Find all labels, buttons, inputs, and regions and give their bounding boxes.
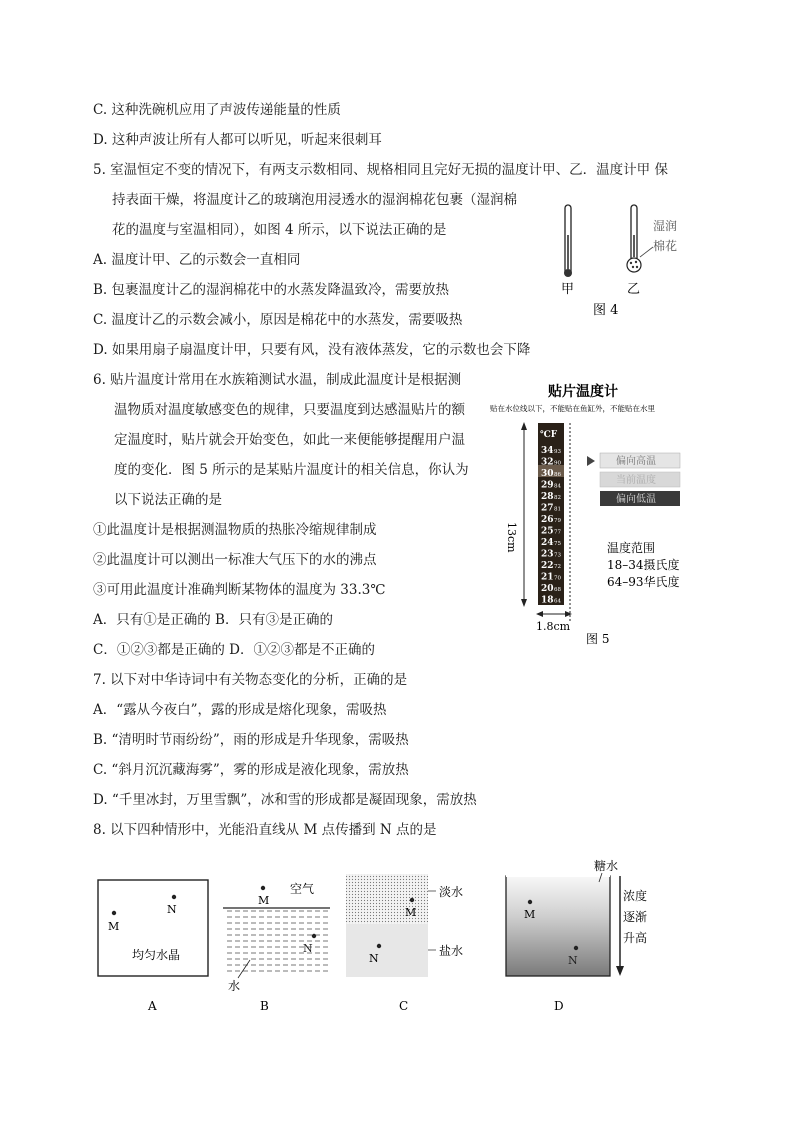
box-b-water xyxy=(225,908,328,972)
q5-option-b: B. 包裹温度计乙的湿润棉花中的水蒸发降温致冷，需要放热 xyxy=(93,282,450,298)
legend-low: 偏向低温 xyxy=(616,494,656,505)
q6-options-ab: A．只有①是正确的 B．只有③是正确的 xyxy=(93,612,333,628)
width-label: 1.8cm xyxy=(536,620,571,633)
a-point-m: M xyxy=(108,920,120,933)
cotton-label-2: 棉花 xyxy=(653,239,678,253)
scale-celsius: 29 xyxy=(541,480,554,491)
q6-stem-line-4: 度的变化．图 5 所示的是某贴片温度计的相关信息，你认为 xyxy=(114,462,469,478)
q7-option-c: C. “斜月沉沉藏海雾”，雾的形成是液化现象，需放热 xyxy=(93,762,409,778)
q6-stem-line-3: 定温度时，贴片就会开始变色，如此一来便能够提醒用户温 xyxy=(114,432,465,448)
q5-stem-line-3: 花的温度与室温相同），如图 4 所示，以下说法正确的是 xyxy=(112,222,447,238)
fig5-note: 贴在水位线以下，不能贴在鱼缸外，不能贴在水里 xyxy=(490,404,655,413)
d-sugar-label: 糖水 xyxy=(594,859,619,873)
scale-fahrenheit: 64 xyxy=(554,598,561,605)
q7-stem: 7. 以下对中华诗词中有关物态变化的分析，正确的是 xyxy=(93,672,408,688)
scale-celsius: 32 xyxy=(541,457,554,468)
scale-celsius: 21 xyxy=(541,572,554,583)
q7-option-b: B. “清明时节雨纷纷”，雨的形成是升华现象，需吸热 xyxy=(93,732,409,748)
cotton-label-1: 湿润 xyxy=(653,219,678,233)
scale-fahrenheit: 77 xyxy=(554,529,561,536)
figure-5 xyxy=(488,378,698,648)
d-conc-label-3: 升高 xyxy=(623,931,648,945)
d-conc-label-2: 逐渐 xyxy=(623,910,648,924)
q4-option-c: C. 这种洗碗机应用了声波传递能量的性质 xyxy=(93,102,341,118)
q7-option-d: D. “千里冰封，万里雪飘”，冰和雪的形成都是凝固现象，需放热 xyxy=(93,792,477,808)
scale-fahrenheit: 70 xyxy=(554,575,561,582)
q6-stem-line-2: 温物质对温度敏感变色的规律，只要温度到达感温贴片的额 xyxy=(114,402,465,418)
range-celsius: 18–34摄氏度 xyxy=(607,558,680,572)
figure-8 xyxy=(90,859,648,1020)
a-crystal-label: 均匀水晶 xyxy=(132,948,181,962)
box-c-salt xyxy=(346,924,428,977)
q5-option-a: A. 温度计甲、乙的示数会一直相同 xyxy=(93,252,301,268)
figure-5-caption: 图 5 xyxy=(586,632,610,646)
unit-label: ℃F xyxy=(540,430,558,440)
q5-stem-line-1: 5. 室温恒定不变的情况下，有两支示数相同、规格相同且完好无损的温度计甲、乙．温度计甲 保 xyxy=(93,162,668,178)
fig5-title: 贴片温度计 xyxy=(548,384,618,400)
yi-label: 乙 xyxy=(627,282,641,297)
scale-fahrenheit: 79 xyxy=(554,518,561,524)
scale-celsius: 28 xyxy=(541,492,554,502)
scale-fahrenheit: 72 xyxy=(554,564,561,570)
scale-fahrenheit: 68 xyxy=(554,587,561,593)
height-label: 13cm xyxy=(505,522,518,553)
q6-stem-line-1: 6. 贴片温度计常用在水族箱测试水温，制成此温度计是根据测 xyxy=(93,372,462,388)
d-point-n: N xyxy=(568,954,578,967)
scale-celsius: 25 xyxy=(541,526,554,537)
scale-fahrenheit: 90 xyxy=(554,460,561,467)
scale-celsius: 34 xyxy=(541,446,554,456)
range-title: 温度范围 xyxy=(607,541,656,555)
c-fresh-label: 淡水 xyxy=(439,885,464,899)
scale-celsius: 20 xyxy=(541,584,554,594)
c-point-m: M xyxy=(405,906,417,919)
legend-high: 偏向高温 xyxy=(616,456,656,467)
a-point-n: N xyxy=(167,903,177,916)
wet-cotton xyxy=(627,258,641,272)
c-point-n: N xyxy=(369,952,379,965)
legend-current: 当前温度 xyxy=(616,475,656,486)
label-c: C xyxy=(399,999,409,1013)
scale-celsius: 26 xyxy=(541,515,554,525)
scale-fahrenheit: 93 xyxy=(554,449,561,455)
scale-celsius: 24 xyxy=(541,538,554,548)
scale-celsius: 27 xyxy=(541,503,554,514)
scale-celsius: 30 xyxy=(541,469,554,479)
b-air-label: 空气 xyxy=(290,882,315,896)
q6-statement-1: ①此温度计是根据测温物质的热胀冷缩规律制成 xyxy=(93,522,377,538)
q8-stem: 8. 以下四种情形中，光能沿直线从 M 点传播到 N 点的是 xyxy=(93,822,437,838)
label-b: B xyxy=(260,999,269,1013)
q6-options-cd: C．①②③都是正确的 D．①②③都是不正确的 xyxy=(93,642,375,658)
range-fahrenheit: 64–93华氏度 xyxy=(607,575,680,589)
d-point-m: M xyxy=(524,908,536,921)
scale-fahrenheit: 86 xyxy=(554,472,561,478)
c-salt-label: 盐水 xyxy=(439,944,464,958)
box-d-sugar xyxy=(506,876,610,976)
thermometer-jia-bulb xyxy=(564,269,572,277)
figure-4 xyxy=(545,195,695,320)
jia-label: 甲 xyxy=(561,282,575,297)
scale-fahrenheit: 82 xyxy=(554,495,561,501)
q5-option-c: C. 温度计乙的示数会减小，原因是棉花中的水蒸发，需要吸热 xyxy=(93,312,463,328)
d-conc-label-1: 浓度 xyxy=(623,889,648,903)
figure-4-caption: 图 4 xyxy=(593,303,619,318)
q5-option-d: D. 如果用扇子扇温度计甲，只要有风，没有液体蒸发，它的示数也会下降 xyxy=(93,342,531,358)
scale-fahrenheit: 75 xyxy=(554,541,561,547)
q6-statement-2: ②此温度计可以测出一标准大气压下的水的沸点 xyxy=(93,552,377,568)
q6-stem-line-5: 以下说法正确的是 xyxy=(114,492,222,508)
q7-option-a: A．“露从今夜白”，露的形成是熔化现象，需吸热 xyxy=(93,702,387,718)
scale-fahrenheit: 73 xyxy=(554,552,561,559)
q4-option-d: D. 这种声波让所有人都可以听见，听起来很刺耳 xyxy=(93,132,382,148)
b-water-label: 水 xyxy=(228,979,241,993)
q6-statement-3: ③可用此温度计准确判断某物体的温度为 33.3℃ xyxy=(93,582,386,598)
scale-fahrenheit: 81 xyxy=(554,506,561,513)
label-d: D xyxy=(554,999,564,1013)
q5-stem-line-2: 持表面干燥，将温度计乙的玻璃泡用浸透水的湿润棉花包裹（湿润棉 xyxy=(112,192,517,208)
scale-fahrenheit: 84 xyxy=(554,483,561,490)
scale-celsius: 23 xyxy=(541,549,554,560)
scale-celsius: 18 xyxy=(541,595,554,606)
scale-celsius: 22 xyxy=(541,561,554,571)
b-point-n: N xyxy=(303,942,313,955)
b-point-m: M xyxy=(258,894,270,907)
label-a: A xyxy=(148,999,157,1013)
